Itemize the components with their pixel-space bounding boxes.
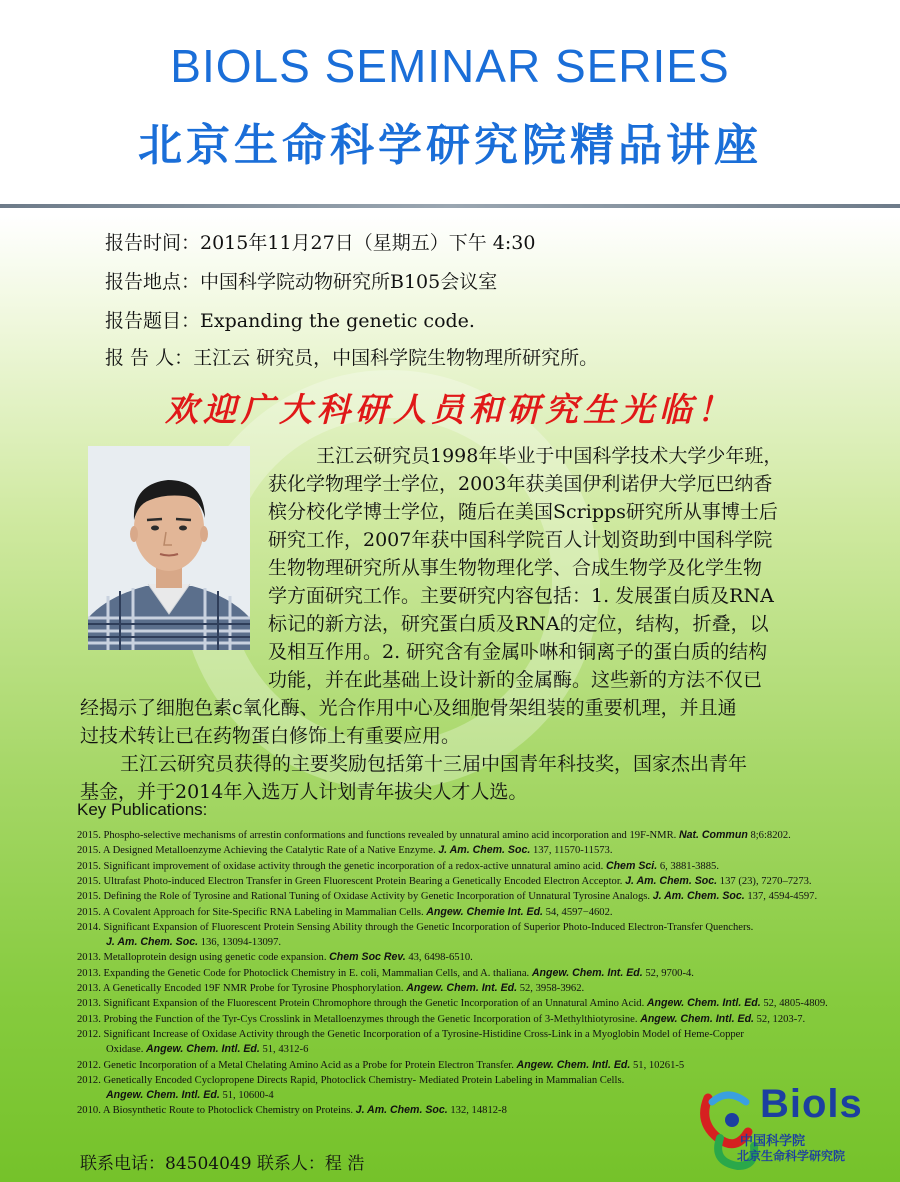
publication-text: 2013. A Genetically Encoded 19F NMR Probe for Tyrosine Phosphorylation. bbox=[77, 983, 407, 994]
bio-line: 标记的新方法，研究蛋白质及RNA的定位，结构，折叠，以 bbox=[268, 613, 769, 635]
welcome-banner: 欢迎广大科研人员和研究生光临！ bbox=[165, 390, 735, 429]
publication-text: 2014. Significant Expansion of Fluorescent Protein Sensing Ability through the Genetic Incorporation of Superior Photo-Induced Electron-Transfer Quenchers. bbox=[77, 921, 754, 933]
publication-item bbox=[77, 1103, 507, 1118]
info-topic: 报告题目：Expanding the genetic code. bbox=[105, 310, 475, 332]
bio-line: 及相互作用。2. 研究含有金属卟啉和铜离子的蛋白质的结构 bbox=[268, 641, 768, 663]
publication-item bbox=[77, 889, 817, 904]
logo-subtitle-institute: 北京生命科学研究院 bbox=[737, 1149, 846, 1163]
publication-journal: Nat. Commun bbox=[678, 829, 748, 841]
logo-subtitle-cas: 中国科学院 bbox=[740, 1134, 806, 1149]
publication-volume: 52, 9700-4. bbox=[642, 967, 694, 979]
publication-text: 2013. Significant Expansion of the Fluorescent Protein Chromophore through the Genetic Incorporation of an Unnatural Amino Acid. bbox=[77, 998, 647, 1010]
info-place: 报告地点：中国科学院动物研究所B105会议室 bbox=[105, 271, 498, 293]
bio-line: 槟分校化学博士学位，随后在美国Scripps研究所从事博士后 bbox=[268, 501, 778, 523]
publication-text: 2012. Genetically Encoded Cyclopropene Directs Rapid, Photoclick Chemistry- Mediated Protein Labeling in Mammalian Cells. bbox=[77, 1074, 625, 1086]
publication-item bbox=[77, 1058, 684, 1073]
publication-item bbox=[77, 920, 753, 935]
bio-line: 过技术转让已在药物蛋白修饰上有重要应用。 bbox=[80, 725, 461, 747]
bio-line: 生物物理研究所从事生物物理化学、合成生物学及化学生物 bbox=[268, 557, 763, 579]
speaker-photo bbox=[88, 446, 250, 650]
publication-text: 2015. Ultrafast Photo-induced Electron Transfer in Green Fluorescent Protein Bearing a Genetically Encoded Electron Acceptor. bbox=[77, 875, 626, 887]
info-time: 报告时间：2015年11月27日（星期五）下午 4:30 bbox=[105, 232, 536, 254]
publication-item bbox=[77, 1027, 744, 1042]
publication-journal: J. Am. Chem. Soc. bbox=[438, 844, 531, 857]
publication-volume: 54, 4597−4602. bbox=[543, 906, 613, 918]
publication-item bbox=[77, 996, 828, 1011]
publication-volume: 8;6:8202. bbox=[747, 830, 791, 841]
bio-line: 学方面研究工作。主要研究内容包括：1. 发展蛋白质及RNA bbox=[268, 585, 774, 607]
bio-line: 王江云研究员1998年毕业于中国科学技术大学少年班， bbox=[316, 445, 783, 467]
publication-journal: Angew. Chem. Intl. Ed. bbox=[146, 1043, 260, 1056]
publication-text: 2015. Phospho-selective mechanisms of arrestin conformations and functions revealed by unnatural amino acid incorporation and 19F-NMR. bbox=[77, 830, 679, 841]
publication-item bbox=[77, 874, 812, 889]
publication-volume: 132, 14812-8 bbox=[447, 1105, 507, 1117]
publication-volume: 51, 10600-4 bbox=[219, 1090, 274, 1102]
publication-item bbox=[77, 828, 791, 843]
publication-text: 2013. Probing the Function of the Tyr-Cys Crosslink in Metalloenzymes through the Genetic Incorporation of 3-Methylthiotyrosine. bbox=[77, 1013, 641, 1025]
publication-item bbox=[77, 843, 613, 858]
publication-text: 2015. A Covalent Approach for Site-Specific RNA Labeling in Mammalian Cells. bbox=[77, 906, 427, 918]
publication-text: 2010. A Biosynthetic Route to Photoclick Chemistry on Proteins. bbox=[77, 1105, 356, 1117]
publication-text: 2015. A Designed Metalloenzyme Achieving the Catalytic Rate of a Native Enzyme. bbox=[77, 845, 439, 857]
series-title-cn: 北京生命科学研究院精品讲座 bbox=[138, 120, 762, 171]
publication-text: 2012. Significant Increase of Oxidase Activity through the Genetic Incorporation of a Tyrosine-Histidine Cross-Link in a Myoglobin Model of Heme-Copper bbox=[77, 1028, 744, 1040]
publication-text: 2015. Significant improvement of oxidase activity through the genetic incorporation of a redox-active unnatural amino acid. bbox=[77, 860, 606, 872]
publication-volume: 43, 6498-6510. bbox=[405, 952, 473, 964]
bio-line: 研究工作，2007年获中国科学院百人计划资助到中国科学院 bbox=[268, 529, 773, 551]
publication-item bbox=[106, 1088, 274, 1103]
publication-item bbox=[77, 981, 584, 996]
publication-volume: 51, 10261-5 bbox=[630, 1059, 685, 1071]
bio-line: 基金，并于2014年入选万人计划青年拔尖人才人选。 bbox=[80, 781, 528, 803]
publication-volume: 137, 4594-4597. bbox=[744, 891, 818, 903]
publication-item bbox=[77, 1073, 624, 1088]
publication-journal: Angew. Chem. Intl. Ed. bbox=[106, 1089, 220, 1102]
publication-journal: J. Am. Chem. Soc. bbox=[106, 936, 199, 949]
series-title-en: BIOLS SEMINAR SERIES bbox=[170, 40, 730, 92]
publication-item bbox=[77, 1012, 805, 1027]
info-speaker: 报 告 人：王江云 研究员，中国科学院生物物理所研究所。 bbox=[105, 347, 599, 369]
publication-volume: 137, 11570-11573. bbox=[530, 845, 613, 857]
publication-item bbox=[77, 950, 473, 965]
publications-title: Key Publications: bbox=[77, 800, 208, 819]
bio-line: 功能，并在此基础上设计新的金属酶。这些新的方法不仅已 bbox=[268, 669, 763, 691]
publication-journal: J. Am. Chem. Soc. bbox=[652, 890, 745, 903]
publication-item bbox=[77, 966, 694, 981]
publication-journal: Chem Sci. bbox=[605, 859, 658, 872]
publication-volume: 52, 1203-7. bbox=[753, 1013, 806, 1025]
publication-journal: J. Am. Chem. Soc. bbox=[355, 1104, 448, 1117]
bio-line: 王江云研究员获得的主要奖励包括第十三届中国青年科技奖，国家杰出青年 bbox=[120, 753, 748, 775]
publication-text: 2012. Genetic Incorporation of a Metal Chelating Amino Acid as a Probe for Protein Electron Transfer. bbox=[77, 1059, 517, 1071]
publication-journal: Chem Soc Rev. bbox=[329, 951, 406, 964]
publication-volume: 52, 3958-3962. bbox=[517, 983, 585, 994]
publication-text: Oxidase. bbox=[106, 1044, 147, 1056]
publication-volume: 136, 13094-13097. bbox=[198, 937, 282, 949]
header-divider bbox=[0, 204, 900, 208]
bio-line: 获化学物理学士学位，2003年获美国伊利诺伊大学厄巴纳香 bbox=[268, 473, 773, 495]
publication-item bbox=[77, 905, 613, 920]
publication-text: 2013. Expanding the Genetic Code for Photoclick Chemistry in E. coli, Mammalian Cells, and A. thaliana. bbox=[77, 967, 532, 979]
publication-journal: Angew. Chem. Intl. Ed. bbox=[516, 1058, 631, 1071]
publication-item bbox=[106, 1042, 308, 1057]
publication-journal: J. Am. Chem. Soc. bbox=[625, 874, 718, 887]
publication-journal: Angew. Chem. Intl. Ed. bbox=[640, 1012, 754, 1025]
publication-volume: 6, 3881-3885. bbox=[657, 860, 719, 872]
contact-info: 联系电话：84504049 联系人：程 浩 bbox=[80, 1154, 365, 1174]
logo-text: Biols bbox=[760, 1082, 863, 1126]
publication-volume: 52, 4805-4809. bbox=[760, 998, 828, 1010]
publication-journal: Angew. Chemie Int. Ed. bbox=[426, 905, 543, 918]
publication-journal: Angew. Chem. Intl. Ed. bbox=[646, 997, 761, 1010]
publication-item bbox=[77, 859, 719, 874]
publication-text: 2015. Defining the Role of Tyrosine and Rational Tuning of Oxidase Activity by Genetic Incorporation of Unnatural Tyrosine Analogs. bbox=[77, 891, 653, 903]
publication-journal: Angew. Chem. Int. Ed. bbox=[531, 966, 643, 979]
bio-line: 经揭示了细胞色素c氧化酶、光合作用中心及细胞骨架组装的重要机理，并且通 bbox=[80, 697, 737, 719]
publication-volume: 137 (23), 7270–7273. bbox=[717, 875, 812, 887]
publication-journal: Angew. Chem. Int. Ed. bbox=[406, 982, 518, 994]
publication-volume: 51, 4312-6 bbox=[259, 1044, 309, 1056]
publication-text: 2013. Metalloprotein design using genetic code expansion. bbox=[77, 952, 330, 964]
publication-item bbox=[106, 935, 281, 950]
